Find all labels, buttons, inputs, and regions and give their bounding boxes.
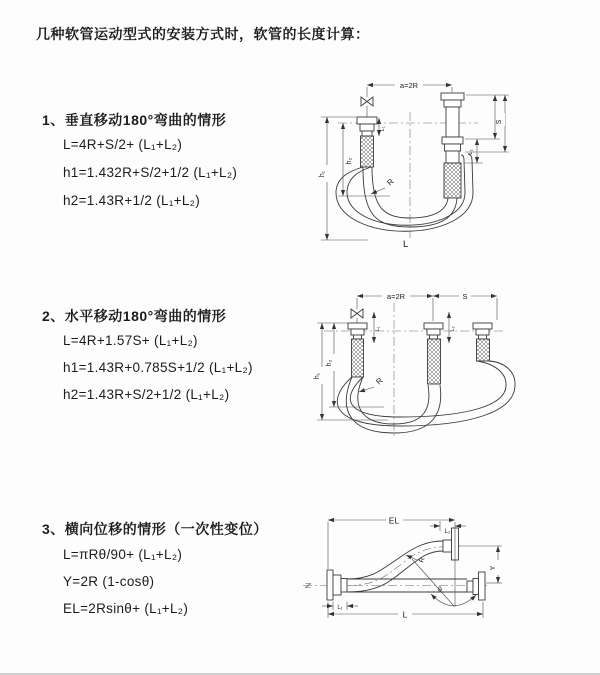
radius-label: R: [374, 375, 385, 387]
section-1-formula-h2: h2=1.43R+1/2 (L₁+L₂): [63, 193, 201, 208]
dim-label-el: EL: [388, 515, 400, 526]
section-3-formula-L: L=πRθ/90+ (L₁+L₂): [63, 547, 183, 562]
braid-section: [428, 339, 441, 384]
dim-label-l: L: [402, 609, 408, 620]
theta-arc: [431, 594, 476, 606]
radius-label: R: [385, 176, 396, 188]
page-title: 几种软管运动型式的安装方式时，软管的长度计算：: [36, 26, 370, 42]
section-1-heading: 1、垂直移动180°弯曲的情形: [42, 112, 227, 128]
section-2-heading: 2、水平移动180°弯曲的情形: [42, 308, 227, 324]
dim-label-top-width: a=2R: [399, 81, 419, 90]
diagram-lateral-displacement: [300, 505, 600, 630]
dim-label-h1: h₁: [319, 170, 326, 178]
radius-label: R: [418, 556, 427, 564]
section-2-formula-h2: h2=1.43R+S/2+1/2 (L₁+L₂): [63, 387, 230, 402]
dim-label-h2: h₂: [326, 359, 333, 367]
dim-label-s: S: [462, 292, 468, 301]
braid-section: [444, 163, 461, 198]
fitting-middle: [424, 323, 443, 384]
dim-label-l2: L₂: [450, 326, 456, 332]
fitting-right: [441, 93, 464, 198]
braid-section: [352, 339, 364, 377]
diagram-vertical-180-bend: [310, 70, 600, 265]
fitting-left: [357, 117, 377, 167]
dim-label-h1: h₁: [314, 372, 321, 380]
section-1-formula-h1: h1=1.432R+S/2+1/2 (L₁+L₂): [63, 165, 238, 180]
section-3-formula-Y: Y=2R (1-cosθ): [63, 574, 155, 589]
valve-icon: [361, 87, 373, 117]
dim-label-h2: h₂: [346, 157, 353, 165]
length-label: L: [403, 239, 409, 250]
section-3-heading: 3、横向位移的情形（一次性变位）: [42, 521, 268, 537]
braid-section: [361, 136, 374, 167]
dim-label-l1: L₁: [380, 126, 386, 132]
section-2-formula-L: L=4R+1.57S+ (L₁+L₂): [63, 333, 198, 348]
dim-label-top-width: a=2R: [386, 292, 406, 301]
flange-lower-right: [467, 572, 485, 600]
dim-label-s: S: [496, 119, 503, 125]
diagram-horizontal-180-bend: [305, 283, 600, 448]
dim-label-l1: L₁: [375, 326, 381, 332]
angle-label: θ: [438, 587, 442, 594]
dim-label-l2: L₂: [468, 149, 474, 155]
fitting-left: [348, 323, 367, 377]
dim-label-y: Y: [490, 565, 497, 571]
section-2-formula-h1: h1=1.43R+0.785S+1/2 (L₁+L₂): [63, 360, 253, 375]
flange-left: [327, 570, 347, 600]
fitting-right: [473, 323, 492, 361]
dim-label-l1: L₁: [337, 605, 343, 611]
theta-diagonal: [412, 556, 454, 606]
braid-section: [477, 339, 490, 361]
section-3-formula-EL: EL=2Rsinθ+ (L₁+L₂): [63, 601, 189, 616]
dim-label-l2: L₂: [444, 529, 451, 535]
valve-icon: [351, 298, 363, 323]
section-1-formula-L: L=4R+S/2+ (L₁+L₂): [63, 137, 183, 152]
